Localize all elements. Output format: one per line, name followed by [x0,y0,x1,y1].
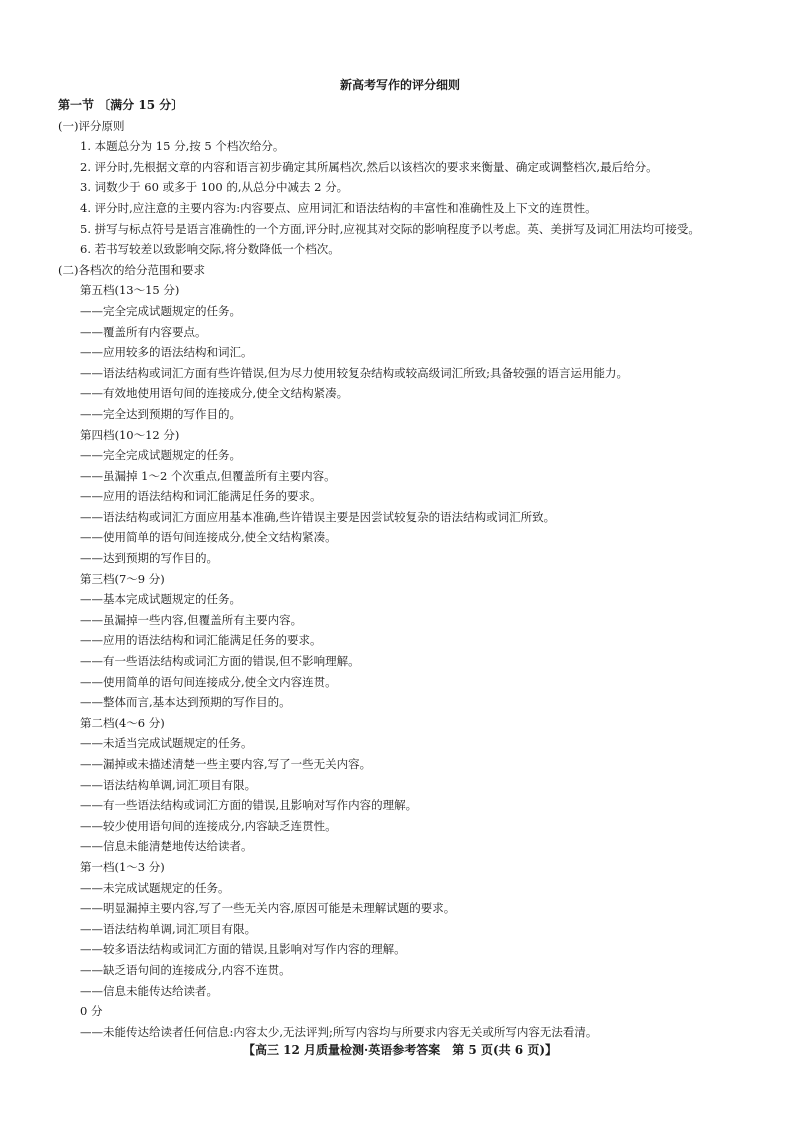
band-item: ——语法结构或词汇方面有些许错误,但为尽力使用较复杂结构或较高级词汇所致;具备较强的语言运用能力。 [80,365,629,380]
band-item: ——语法结构单调,词汇项目有限。 [80,921,257,936]
band-item: ——应用的语法结构和词汇能满足任务的要求。 [80,633,322,648]
band-item: ——完全完成试题规定的任务。 [80,448,241,463]
band-item: ——未完成试题规定的任务。 [80,880,230,895]
band-item: ——缺乏语句间的连接成分,内容不连贯。 [80,962,291,977]
band-item: ——未能传达给读者任何信息:内容太少,无法评判;所写内容均与所要求内容无关或所写内容无法看清。 [80,1024,598,1039]
band-5 [58,280,758,424]
band-item: ——使用简单的语句间连接成分,使全文结构紧凑。 [80,530,337,545]
band-item: ——覆盖所有内容要点。 [80,324,207,339]
principle-item: 2. 评分时,先根据文章的内容和语言初步确定其所属档次,然后以该档次的要求来衡量、确定或调整档次,最后给分。 [80,159,658,174]
band-item: ——未适当完成试题规定的任务。 [80,736,253,751]
band-item: ——有一些语法结构或词汇方面的错误,且影响对写作内容的理解。 [80,798,418,813]
principles-list [58,136,758,260]
band-label: 第五档(13～15 分) [80,283,180,298]
band-item: ——应用的语法结构和词汇能满足任务的要求。 [80,489,322,504]
band-0 [58,1001,758,1042]
principle-item: 3. 词数少于 60 或多于 100 的,从总分中减去 2 分。 [80,180,349,195]
principle-item: 6. 若书写较差以致影响交际,将分数降低一个档次。 [80,242,340,257]
band-label: 第二档(4～6 分) [80,715,165,730]
band-3 [58,569,758,713]
band-item: ——较多语法结构或词汇方面的错误,且影响对写作内容的理解。 [80,942,406,957]
band-item: ——较少使用语句间的连接成分,内容缺乏连贯性。 [80,818,337,833]
band-item: ——信息未能清楚地传达给读者。 [80,839,253,854]
page-footer: 【高三 12 月质量检测·英语参考答案 第 5 页(共 6 页)】 [243,1043,557,1057]
band-item: ——漏掉或未描述清楚一些主要内容,写了一些无关内容。 [80,757,372,771]
band-item: ——达到预期的写作目的。 [80,551,218,566]
band-item: ——基本完成试题规定的任务。 [80,592,241,607]
band-item: ——虽漏掉 1～2 个次重点,但覆盖所有主要内容。 [80,468,336,483]
band-label: 第一档(1～3 分) [80,859,165,874]
principle-item: 5. 拼写与标点符号是语言准确性的一个方面,评分时,应视其对交际的影响程度予以考虑。英、美拼写及词汇用法均可接受。 [80,221,700,236]
principle-item: 1. 本题总分为 15 分,按 5 个档次给分。 [80,139,285,154]
band-item: ——信息未能传达给读者。 [80,983,218,998]
band-1 [58,857,758,1001]
bands-heading: (二)各档次的给分范围和要求 [58,262,205,277]
band-item: ——整体而言,基本达到预期的写作目的。 [80,695,291,710]
document-body [58,95,758,1042]
band-item: ——完全完成试题规定的任务。 [80,303,241,318]
band-item: ——应用较多的语法结构和词汇。 [80,345,253,360]
band-4 [58,425,758,569]
band-item: ——完全达到预期的写作目的。 [80,406,241,421]
band-item: ——有效地使用语句间的连接成分,使全文结构紧凑。 [80,386,349,401]
band-item: ——虽漏掉一些内容,但覆盖所有主要内容。 [80,612,303,627]
band-label: 0 分 [80,1004,103,1019]
band-item: ——明显漏掉主要内容,写了一些无关内容,原因可能是未理解试题的要求。 [80,901,456,916]
principle-item: 4. 评分时,应注意的主要内容为:内容要点、应用词汇和语法结构的丰富性和准确性及上下文的连贯性。 [80,200,597,215]
band-item: ——语法结构单调,词汇项目有限。 [80,777,257,792]
band-item: ——语法结构或词汇方面应用基本准确,些许错误主要是因尝试较复杂的语法结构或词汇所致。 [80,509,556,524]
band-item: ——使用简单的语句间连接成分,使全文内容连贯。 [80,674,337,689]
principles-heading: (一)评分原则 [58,118,125,133]
band-item: ——有一些语法结构或词汇方面的错误,但不影响理解。 [80,654,360,669]
section-heading: 第一节 〔满分 15 分〕 [58,98,184,112]
band-label: 第四档(10～12 分) [80,427,180,442]
band-label: 第三档(7～9 分) [80,571,165,586]
band-2 [58,713,758,857]
document-title: 新高考写作的评分细则 [339,78,460,92]
